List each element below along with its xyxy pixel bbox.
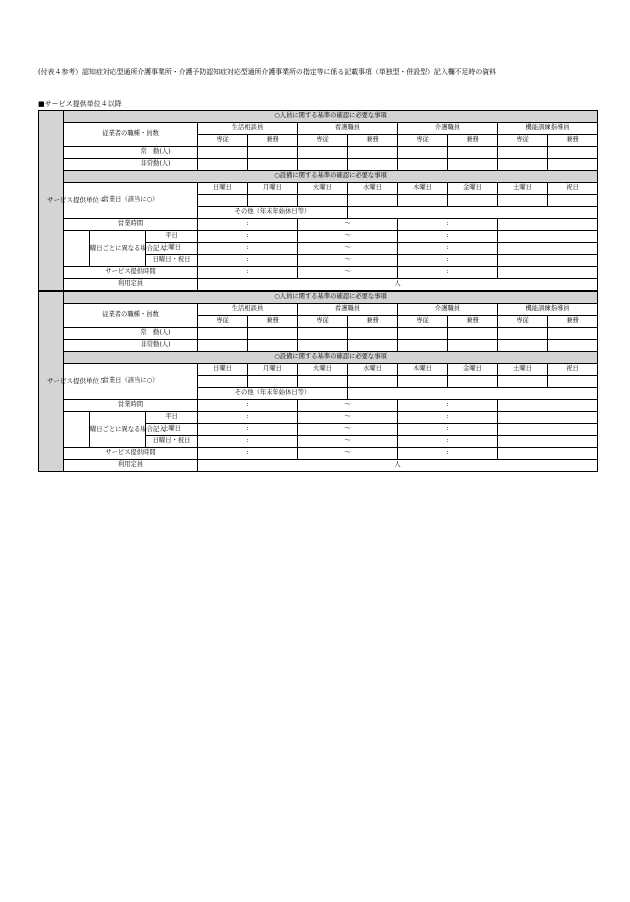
time-blank <box>498 412 598 424</box>
time-start[interactable]: : <box>198 243 298 255</box>
day-mon: 月曜日 <box>248 364 298 376</box>
col-concurrent: 兼務 <box>548 135 598 147</box>
input-cell[interactable] <box>248 376 298 388</box>
facility-section-header: ○設備に関する基準の確認に必要な事項 <box>64 352 598 364</box>
time-tilde: ～ <box>298 267 398 279</box>
business-hours-label: 営業時間 <box>64 400 198 412</box>
col-exclusive: 専従 <box>498 316 548 328</box>
input-cell[interactable] <box>448 376 498 388</box>
col-exclusive: 専従 <box>198 135 248 147</box>
day-sun: 日曜日 <box>198 364 248 376</box>
input-cell[interactable] <box>398 159 448 171</box>
row-parttime: 非常勤(人) <box>64 159 198 171</box>
other-days-input[interactable] <box>348 207 598 219</box>
per-day-note: 曜日ごとに異なる場合記入 <box>90 231 146 267</box>
weekday-label: 平日 <box>146 412 198 424</box>
time-blank <box>498 255 598 267</box>
section-heading: ■サービス提供単位４以降 <box>38 100 122 108</box>
col-concurrent: 兼務 <box>248 316 298 328</box>
input-cell[interactable] <box>548 195 598 207</box>
day-fri: 金曜日 <box>448 183 498 195</box>
time-end[interactable]: : <box>398 424 498 436</box>
input-cell[interactable] <box>548 340 598 352</box>
business-days-label: 営業日（該当に○） <box>64 364 198 400</box>
row-fulltime: 常 勤(人) <box>64 147 198 159</box>
row-parttime: 非常勤(人) <box>64 340 198 352</box>
staff-role-count-label: 従業者の職種・員数 <box>64 304 198 328</box>
time-blank <box>498 219 598 231</box>
time-blank <box>498 424 598 436</box>
time-tilde: ～ <box>298 231 398 243</box>
business-hours-label: 営業時間 <box>64 219 198 231</box>
time-tilde: ～ <box>298 424 398 436</box>
input-cell[interactable] <box>248 147 298 159</box>
time-tilde: ～ <box>298 255 398 267</box>
per-day-note: 曜日ごとに異なる場合記入 <box>90 412 146 448</box>
time-end[interactable]: : <box>398 255 498 267</box>
input-cell[interactable] <box>198 340 248 352</box>
service-unit-5-table <box>38 291 598 472</box>
time-start[interactable]: : <box>198 400 298 412</box>
time-start[interactable]: : <box>198 219 298 231</box>
day-holiday: 祝日 <box>548 183 598 195</box>
day-sun: 日曜日 <box>198 183 248 195</box>
time-end[interactable]: : <box>398 412 498 424</box>
time-start[interactable]: : <box>198 412 298 424</box>
day-sat: 土曜日 <box>498 364 548 376</box>
input-cell[interactable] <box>248 195 298 207</box>
unit-side-label: サービス提供単位５ <box>39 292 64 472</box>
time-tilde: ～ <box>298 243 398 255</box>
input-cell[interactable] <box>198 159 248 171</box>
input-cell[interactable] <box>398 147 448 159</box>
input-cell[interactable] <box>498 159 548 171</box>
staff-section-header: ○人員に関する基準の確認に必要な事項 <box>64 292 598 304</box>
time-start[interactable]: : <box>198 448 298 460</box>
other-days-input[interactable] <box>348 388 598 400</box>
unit-side-label: サービス提供単位４ <box>39 111 64 291</box>
input-cell[interactable] <box>498 376 548 388</box>
col-exclusive: 専従 <box>398 135 448 147</box>
input-cell[interactable] <box>298 195 348 207</box>
service-unit-4-table <box>38 110 598 291</box>
time-blank <box>498 448 598 460</box>
input-cell[interactable] <box>448 147 498 159</box>
time-end[interactable]: : <box>398 448 498 460</box>
time-end[interactable]: : <box>398 400 498 412</box>
input-cell[interactable] <box>448 195 498 207</box>
role-care: 介護職員 <box>398 304 498 316</box>
input-cell[interactable] <box>398 195 448 207</box>
input-cell[interactable] <box>198 147 248 159</box>
input-cell[interactable] <box>298 328 348 340</box>
time-start[interactable]: : <box>198 424 298 436</box>
time-start[interactable]: : <box>198 436 298 448</box>
weekday-label: 平日 <box>146 231 198 243</box>
day-tue: 火曜日 <box>298 183 348 195</box>
input-cell[interactable] <box>448 340 498 352</box>
day-mon: 月曜日 <box>248 183 298 195</box>
col-exclusive: 専従 <box>398 316 448 328</box>
input-cell[interactable] <box>548 328 598 340</box>
time-tilde: ～ <box>298 400 398 412</box>
time-tilde: ～ <box>298 436 398 448</box>
col-concurrent: 兼務 <box>248 135 298 147</box>
time-end[interactable]: : <box>398 267 498 279</box>
input-cell[interactable] <box>198 328 248 340</box>
service-hours-label: サービス提供時間 <box>64 448 198 460</box>
input-cell[interactable] <box>348 328 398 340</box>
role-counselor: 生活相談員 <box>198 123 298 135</box>
input-cell[interactable] <box>348 340 398 352</box>
input-cell[interactable] <box>248 159 298 171</box>
input-cell[interactable] <box>398 328 448 340</box>
staff-role-count-label: 従業者の職種・員数 <box>64 123 198 147</box>
row-fulltime: 常 勤(人) <box>64 328 198 340</box>
time-start[interactable]: : <box>198 267 298 279</box>
role-nurse: 看護職員 <box>298 304 398 316</box>
saturday-label: 土曜日 <box>146 243 198 255</box>
input-cell[interactable] <box>198 195 248 207</box>
business-days-label: 営業日（該当に○） <box>64 183 198 219</box>
input-cell[interactable] <box>348 376 398 388</box>
time-tilde: ～ <box>298 219 398 231</box>
col-concurrent: 兼務 <box>548 316 598 328</box>
input-cell[interactable] <box>298 340 348 352</box>
facility-section-header: ○設備に関する基準の確認に必要な事項 <box>64 171 598 183</box>
col-concurrent: 兼務 <box>348 135 398 147</box>
input-cell[interactable] <box>348 147 398 159</box>
other-days-label: その他（年末年始休日等） <box>198 207 348 219</box>
role-nurse: 看護職員 <box>298 123 398 135</box>
day-wed: 水曜日 <box>348 183 398 195</box>
role-care: 介護職員 <box>398 123 498 135</box>
role-trainer: 機能訓練指導員 <box>498 123 598 135</box>
time-start[interactable]: : <box>198 255 298 267</box>
input-cell[interactable] <box>548 159 598 171</box>
role-trainer: 機能訓練指導員 <box>498 304 598 316</box>
sun-holiday-label: 日曜日・祝日 <box>146 436 198 448</box>
time-tilde: ～ <box>298 448 398 460</box>
day-tue: 火曜日 <box>298 364 348 376</box>
time-end[interactable]: : <box>398 219 498 231</box>
day-thu: 木曜日 <box>398 364 448 376</box>
input-cell[interactable] <box>248 340 298 352</box>
input-cell[interactable] <box>448 159 498 171</box>
day-fri: 金曜日 <box>448 364 498 376</box>
input-cell[interactable] <box>198 376 248 388</box>
col-exclusive: 専従 <box>298 135 348 147</box>
col-concurrent: 兼務 <box>348 316 398 328</box>
input-cell[interactable] <box>348 159 398 171</box>
col-concurrent: 兼務 <box>448 316 498 328</box>
input-cell[interactable] <box>498 195 548 207</box>
time-end[interactable]: : <box>398 436 498 448</box>
other-days-label: その他（年末年始休日等） <box>198 388 348 400</box>
sun-holiday-label: 日曜日・祝日 <box>146 255 198 267</box>
capacity-input[interactable]: 人 <box>198 279 598 291</box>
time-blank <box>498 436 598 448</box>
time-end[interactable]: : <box>398 231 498 243</box>
capacity-label: 利用定員 <box>64 460 198 472</box>
capacity-label: 利用定員 <box>64 279 198 291</box>
input-cell[interactable] <box>448 328 498 340</box>
input-cell[interactable] <box>548 376 598 388</box>
col-exclusive: 専従 <box>498 135 548 147</box>
time-blank <box>498 243 598 255</box>
role-counselor: 生活相談員 <box>198 304 298 316</box>
input-cell[interactable] <box>498 328 548 340</box>
day-thu: 木曜日 <box>398 183 448 195</box>
time-blank <box>498 267 598 279</box>
time-tilde: ～ <box>298 412 398 424</box>
day-wed: 水曜日 <box>348 364 398 376</box>
col-exclusive: 専従 <box>298 316 348 328</box>
input-cell[interactable] <box>498 340 548 352</box>
col-exclusive: 専従 <box>198 316 248 328</box>
day-holiday: 祝日 <box>548 364 598 376</box>
time-blank <box>498 231 598 243</box>
input-cell[interactable] <box>298 159 348 171</box>
time-blank <box>498 400 598 412</box>
input-cell[interactable] <box>298 376 348 388</box>
staff-section-header: ○人員に関する基準の確認に必要な事項 <box>64 111 598 123</box>
input-cell[interactable] <box>298 147 348 159</box>
input-cell[interactable] <box>548 147 598 159</box>
input-cell[interactable] <box>248 328 298 340</box>
day-sat: 土曜日 <box>498 183 548 195</box>
input-cell[interactable] <box>398 376 448 388</box>
col-concurrent: 兼務 <box>448 135 498 147</box>
input-cell[interactable] <box>398 340 448 352</box>
service-hours-label: サービス提供時間 <box>64 267 198 279</box>
capacity-input[interactable]: 人 <box>198 460 598 472</box>
time-end[interactable]: : <box>398 243 498 255</box>
saturday-label: 土曜日 <box>146 424 198 436</box>
input-cell[interactable] <box>498 147 548 159</box>
time-start[interactable]: : <box>198 231 298 243</box>
input-cell[interactable] <box>348 195 398 207</box>
document-title: (付表４参考）認知症対応型通所介護事業所・介護予防認知症対応型通所介護事業所の指定等に係る記載事項（単独型・併設型）記入欄不足時の資料 <box>38 68 497 76</box>
